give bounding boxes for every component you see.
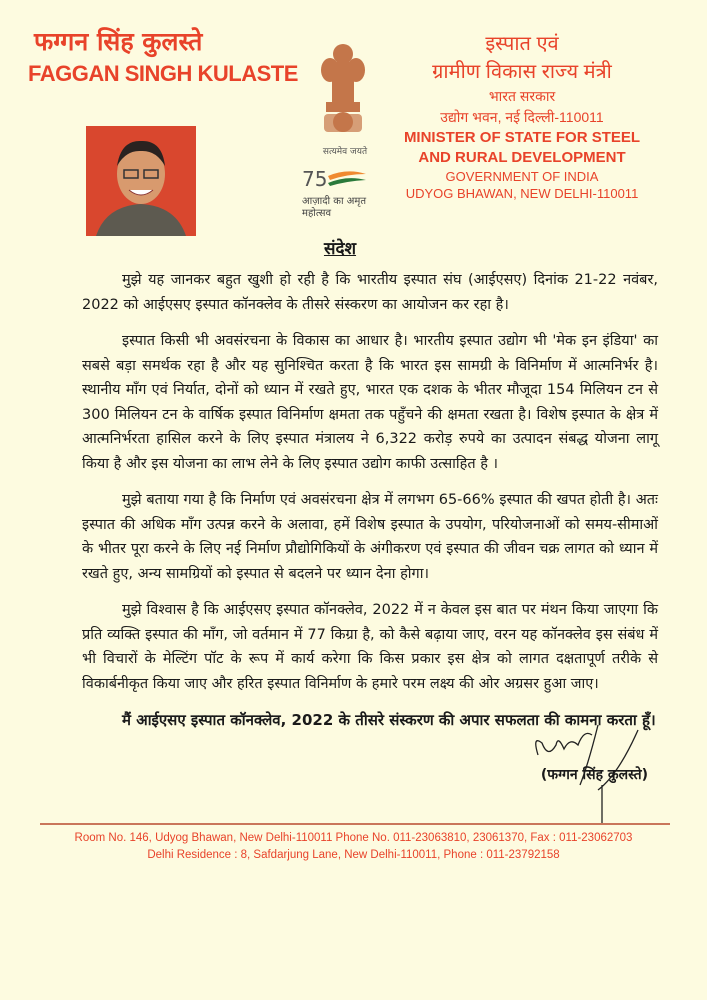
footer xyxy=(0,815,707,894)
government-hindi: भारत सरकार xyxy=(488,88,556,104)
minister-name-english: FAGGAN SINGH KULASTE xyxy=(28,61,298,86)
signature-block xyxy=(82,745,658,815)
closing-wish: मैं आईएसए इस्पात कॉनक्लेव, 2022 के तीसरे संस्करण की अपार सफलता की कामना करता हूँ। xyxy=(122,711,656,729)
designation-english-line-1: MINISTER OF STATE FOR STEEL xyxy=(403,129,641,146)
signatory-name: (फग्गन सिंह कुलस्ते) xyxy=(540,766,648,783)
designation-hindi-line-1: इस्पात एवं xyxy=(485,33,559,55)
message-body xyxy=(0,222,707,815)
message-paragraph: मुझे बताया गया है कि निर्माण एवं अवसंरचना क्षेत्र में लगभग 65-66% इस्पात की खपत होती है। अतः इस्पात की अधिक माँग उत्पन्न करने के अलावा, हमें विशेष इस्पात के उपयोग, परियोजनाओं को समय-सीमाओं के भीतर पूरा करने के लिए नई निर्माण प्रौद्योगिकियों के अंगीकरण एवं इस्पात की जीवन चक्र लागत को ध्यान में रखते हुए, अन्य सामग्रियों को इस्पात से बदलने पर ध्यान देना होगा। xyxy=(82,492,658,582)
minister-name-hindi: फग्गन सिंह कुलस्ते xyxy=(34,27,203,56)
message-paragraph: मुझे यह जानकर बहुत खुशी हो रही है कि भारतीय इस्पात संघ (आईएसए) दिनांक 21-22 नवंबर, 2022 को आईएसए इस्पात कॉनक्लेव के तीसरे संस्करण का आयोजन कर रहा है। xyxy=(82,272,658,313)
footer-divider xyxy=(40,823,670,825)
office-address: Room No. 146, Udyog Bhawan, New Delhi-110011 Phone No. 011-23063810, 23061370, Fax : 011-23062703 xyxy=(74,831,633,844)
minister-photo xyxy=(86,126,196,236)
national-emblem-icon xyxy=(318,42,368,142)
letterhead xyxy=(0,0,707,222)
message-title: संदेश xyxy=(323,239,357,259)
75-flag-icon xyxy=(302,166,368,192)
address-hindi: उद्योग भवन, नई दिल्ली-110011 xyxy=(440,109,604,125)
address-english: UDYOG BHAWAN, NEW DELHI-110011 xyxy=(405,186,639,201)
residence-address: Delhi Residence : 8, Safdarjung Lane, New Delhi-110011, Phone : 011-23792158 xyxy=(147,848,560,861)
message-paragraph: मुझे विश्वास है कि आईएसए इस्पात कॉनक्लेव, 2022 में न केवल इस बात पर मंथन किया जाएगा कि प्रति व्यक्ति इस्पात की माँग, जो वर्तमान में 77 किग्रा है, को कैसे बढ़ाया जाए, वरन यह कॉनक्लेव इस संबंध में भी विचारों के मेल्टिंग पॉट के रूप में कार्य करेगा कि किस प्रकार इस क्षेत्र को लागत दक्षतापूर्ण तरीके से विकार्बनीकृत किया जाए और हरित इस्पात विनिर्माण के हमारे परम लक्ष्य की ओर अग्रसर हुआ जाए। xyxy=(82,602,658,692)
message-paragraph: इस्पात किसी भी अवसंरचना के विकास का आधार है। भारतीय इस्पात उद्योग भी 'मेक इन इंडिया' का सबसे बड़ा समर्थक रहा है और यह सुनिश्चित करता है कि भारत इस सामग्री के विनिर्माण में आत्मनिर्भर है। स्थानीय माँग एवं निर्यात, दोनों को ध्यान में रखते हुए, भारत एक दशक के भीतर मौजूदा 154 मिलियन टन से 300 मिलियन टन के वार्षिक इस्पात विनिर्माण क्षमता तक पहुँचने की क्षमता रखता है। विशेष इस्पात के क्षेत्र में आत्मनिर्भरता हासिल करने के लिए इस्पात मंत्रालय ने 6,322 करोड़ रुपये का उत्पादन संबद्ध योजना लागू किया है और इस योजना का लाभ लेने के लिए इस्पात उद्योग काफी उत्साहित है । xyxy=(82,333,658,472)
designation-block xyxy=(367,30,677,202)
svg-text:75: 75 xyxy=(302,167,328,191)
minister-name-block xyxy=(28,24,298,88)
azadi-logo-text: आज़ादी का अमृत महोत्सव xyxy=(302,196,367,219)
designation-hindi-line-2: ग्रामीण विकास राज्य मंत्री xyxy=(432,61,612,83)
government-english: GOVERNMENT OF INDIA xyxy=(445,169,599,184)
emblem-motto: सत्यमेव जयते xyxy=(322,147,368,157)
designation-english-line-2: AND RURAL DEVELOPMENT xyxy=(418,149,626,166)
